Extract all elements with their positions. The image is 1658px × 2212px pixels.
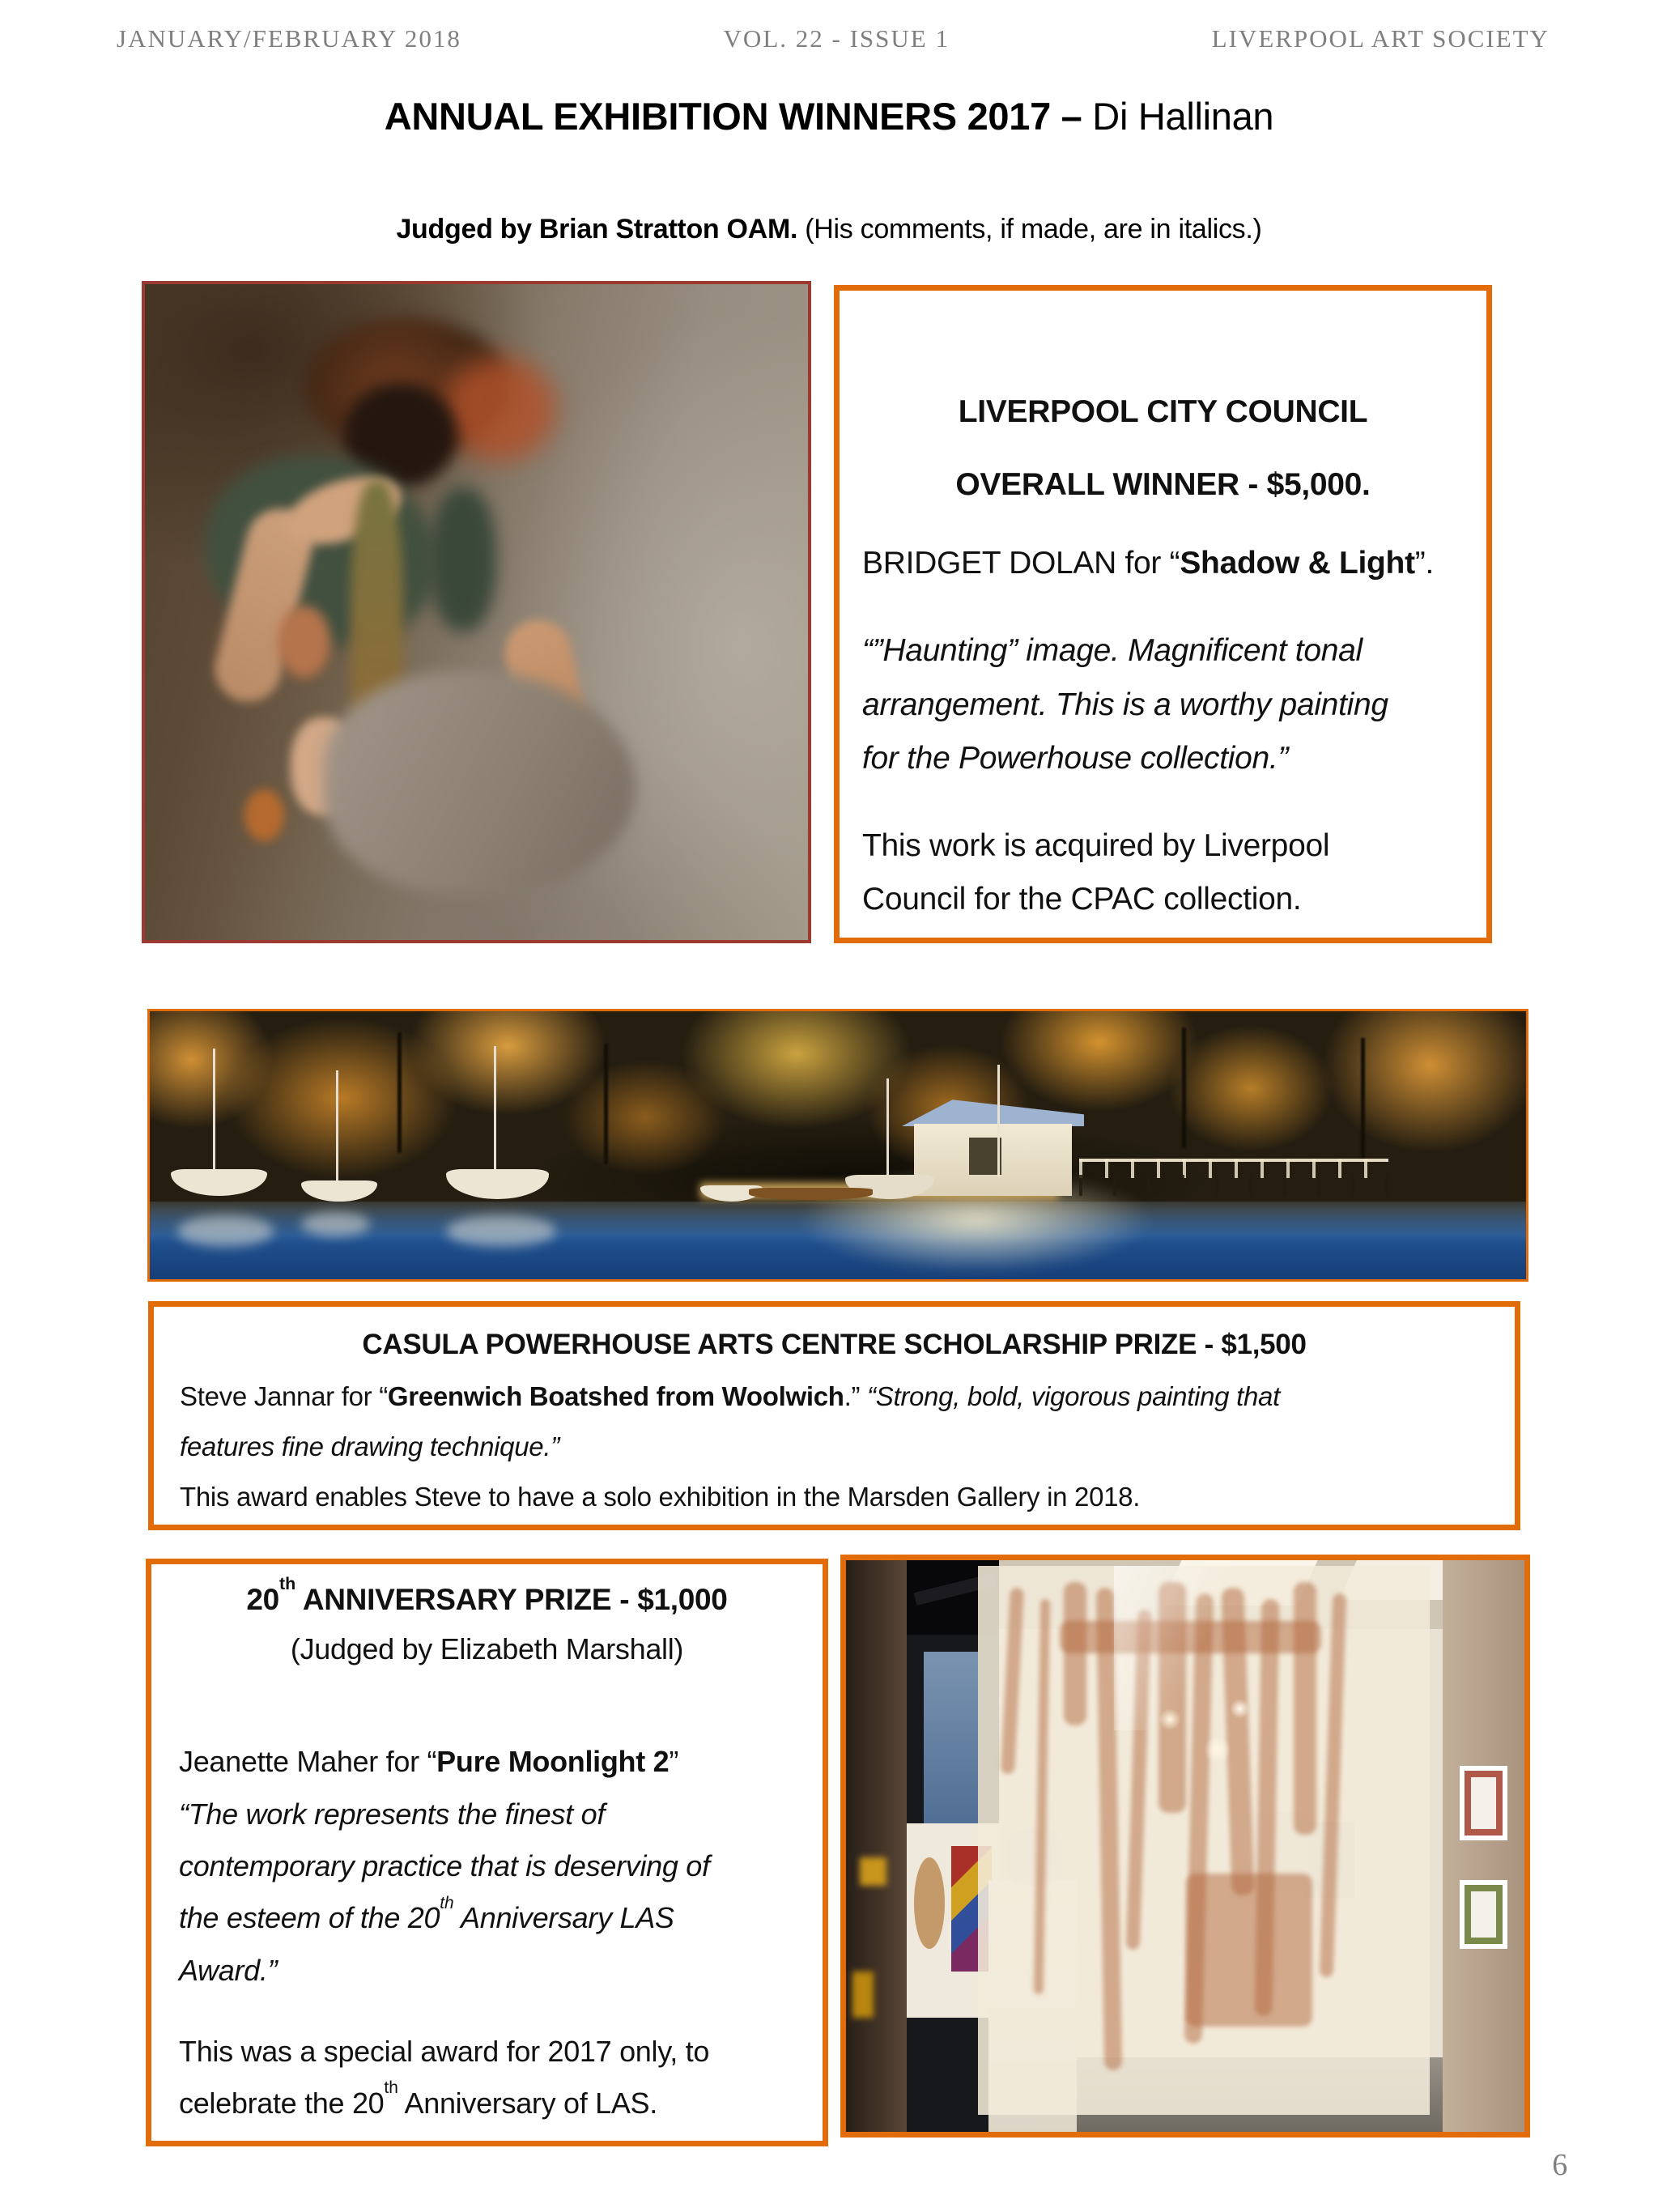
tree-trunk: [1361, 1038, 1365, 1159]
right-gallery-wall: [1443, 1560, 1524, 2132]
anniversary-prize-box: [146, 1559, 828, 2146]
anniversary-note: [179, 2026, 795, 2129]
yellow-paint-mark: [860, 1857, 887, 1886]
comment-line: Award.”: [179, 1953, 278, 1987]
note-line: This was a special award for 2017 only, to: [179, 2034, 710, 2068]
judge-comment-part1: “Strong, bold, vigorous painting that: [867, 1380, 1280, 1411]
comment-line: the esteem of the 20th Anniversary LAS: [179, 1893, 674, 1935]
page-header: [117, 24, 1550, 53]
scholarship-note: This award enables Steve to have a solo exhibition in the Marsden Gallery in 2018.: [180, 1481, 1141, 1512]
comment-line: contemporary practice that is deserving of: [179, 1849, 710, 1883]
fabric-sheen: [1114, 1566, 1249, 1730]
light-reflection: [1204, 1736, 1231, 1763]
painting-shirt-fragment: [430, 487, 496, 632]
comment-line: “The work represents the finest of: [179, 1797, 606, 1831]
note-line: Council for the CPAC collection.: [862, 882, 1302, 917]
painting-kneeling-legs: [324, 671, 636, 894]
anniversary-title: 20th ANNIVERSARY PRIZE - $1,000: [246, 1573, 728, 1616]
tree-trunk: [1182, 1027, 1186, 1148]
hanging-fabric-artwork: [978, 1566, 1429, 2115]
boatshed-door: [969, 1138, 1002, 1175]
fabric-stain: [1319, 1593, 1346, 1978]
greenwich-boatshed-painting: [147, 1009, 1528, 1282]
superscript-th: th: [440, 1893, 454, 1912]
judge-comment-part2: features fine drawing technique.”: [180, 1431, 559, 1461]
shadow-and-light-painting: [142, 281, 811, 943]
council-name: LIVERPOOL CITY COUNCIL: [958, 394, 1368, 429]
boat-reflection: [177, 1215, 274, 1248]
boatshed-mast: [997, 1065, 1000, 1177]
overall-award-line: OVERALL WINNER - $5,000.: [955, 467, 1371, 502]
page-title-main: ANNUAL EXHIBITION WINNERS 2017 –: [384, 95, 1093, 138]
anniversary-winner-line: Jeanette Maher for “Pure Moonlight 2”: [179, 1744, 679, 1778]
superscript-th: th: [384, 2078, 398, 2098]
boat-reflection: [301, 1212, 370, 1236]
anniversary-comment: [179, 1789, 795, 1996]
fabric-stain: [1034, 1599, 1051, 1994]
note-line: This work is acquired by Liverpool: [862, 828, 1330, 864]
fabric-stain: [1001, 1588, 1024, 1775]
header-volume-issue: VOL. 22 - ISSUE 1: [723, 24, 950, 53]
sailboat-mast: [494, 1046, 496, 1172]
framed-artwork: [1460, 1880, 1507, 1949]
boat-reflection: [446, 1215, 556, 1248]
gallery-photo-pure-moonlight: [840, 1555, 1530, 2138]
anniversary-judge: (Judged by Elizabeth Marshall): [290, 1631, 684, 1665]
light-reflection: [1158, 1708, 1181, 1730]
note-line: celebrate the 20th Anniversary of LAS.: [179, 2078, 657, 2120]
painting-orange-fragment: [244, 789, 284, 842]
comment-line: for the Powerhouse collection.”: [862, 740, 1289, 776]
scholarship-winner-line: Steve Jannar for “Greenwich Boatshed from Woolwich.” “Strong, bold, vigorous painting that: [180, 1380, 1280, 1411]
scholarship-title: CASULA POWERHOUSE ARTS CENTRE SCHOLARSHIP PRIZE - $1,500: [362, 1329, 1307, 1360]
painting-elbow: [278, 606, 331, 678]
comment-line: arrangement. This is a worthy painting: [862, 687, 1388, 722]
header-society-name: LIVERPOOL ART SOCIETY: [1211, 24, 1550, 53]
artwork-title-boatshed: Greenwich Boatshed from Woolwich: [387, 1380, 844, 1411]
judge-comment: [862, 624, 1464, 785]
acquisition-note: [862, 819, 1464, 927]
round-artwork: [914, 1857, 945, 1949]
tree-trunk: [604, 1044, 608, 1164]
sailboat-mast: [213, 1049, 215, 1172]
timber-pillar: [846, 1560, 907, 2132]
artwork-title-pure-moonlight: Pure Moonlight 2: [436, 1744, 670, 1778]
judge-note: (His comments, if made, are in italics.): [805, 214, 1262, 245]
light-reflection: [1231, 1698, 1248, 1720]
tree-trunk: [397, 1032, 402, 1153]
painting-red-glow: [444, 356, 556, 462]
fabric-stain: [1186, 1874, 1312, 2027]
artwork-title-shadow-light: Shadow & Light: [1180, 546, 1415, 581]
page-title: [0, 94, 1658, 138]
page-number: 6: [1552, 2148, 1567, 2182]
overall-winner-line: BRIDGET DOLAN for “Shadow & Light”.: [862, 546, 1434, 581]
overall-winner-box: [834, 285, 1492, 943]
yellow-paint-mark: [852, 1972, 873, 2017]
jetty-piles: [1079, 1175, 1389, 1196]
scholarship-prize-box: [148, 1301, 1520, 1530]
page-title-author: Di Hallinan: [1092, 95, 1274, 138]
judge-line: [0, 214, 1658, 245]
sailboat-mast: [336, 1070, 338, 1183]
header-issue-date: JANUARY/FEBRUARY 2018: [117, 24, 461, 53]
sailboat-mast: [886, 1078, 889, 1177]
superscript-th: th: [278, 1573, 296, 1593]
framed-artwork: [1460, 1766, 1507, 1840]
judge-name: Judged by Brian Stratton OAM.: [396, 214, 806, 245]
comment-line: “”Haunting” image. Magnificent tonal: [862, 633, 1363, 669]
fabric-stain: [1064, 1582, 1086, 1725]
